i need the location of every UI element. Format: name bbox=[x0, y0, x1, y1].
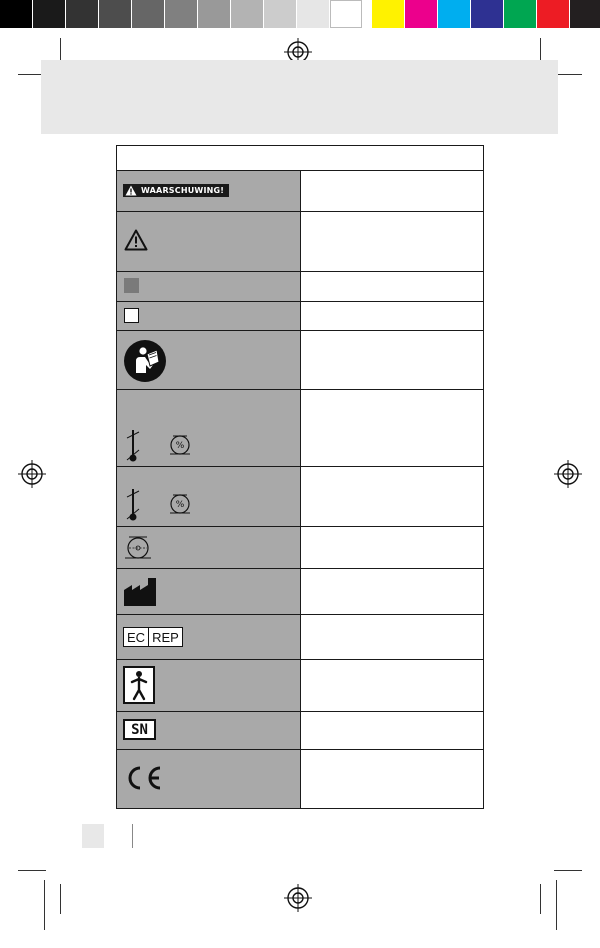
color-swatch bbox=[132, 0, 164, 28]
color-swatch bbox=[198, 0, 230, 28]
table-row bbox=[117, 712, 484, 750]
icon-cell bbox=[117, 569, 301, 615]
svg-text:%: % bbox=[175, 441, 185, 451]
crop-mark bbox=[60, 884, 61, 914]
table-title-row bbox=[117, 146, 484, 171]
icon-cell bbox=[117, 712, 301, 750]
ec-label: EC bbox=[124, 628, 149, 646]
icon-cell bbox=[117, 331, 301, 390]
atmospheric-pressure-icon bbox=[123, 534, 153, 562]
crop-mark bbox=[60, 38, 61, 62]
color-swatch bbox=[165, 0, 197, 28]
row-description bbox=[300, 302, 484, 331]
crop-mark bbox=[44, 880, 45, 930]
icon-cell bbox=[117, 171, 301, 212]
color-swatch bbox=[33, 0, 65, 28]
icon-cell bbox=[117, 212, 301, 272]
color-swatch bbox=[66, 0, 98, 28]
temperature-limit-icon bbox=[123, 428, 143, 464]
rep-label: REP bbox=[152, 629, 179, 645]
table-row bbox=[117, 527, 484, 569]
row-description bbox=[300, 390, 484, 467]
read-manual-icon bbox=[123, 339, 167, 383]
table-row bbox=[117, 171, 484, 212]
color-swatch bbox=[504, 0, 536, 28]
icon-cell bbox=[117, 615, 301, 660]
icon-cell bbox=[117, 660, 301, 712]
icon-cell bbox=[117, 467, 301, 527]
table-row bbox=[117, 750, 484, 809]
svg-text:%: % bbox=[175, 500, 185, 510]
crop-mark bbox=[554, 74, 582, 75]
table-row bbox=[117, 272, 484, 302]
color-swatch bbox=[0, 0, 32, 28]
warning-triangle-icon bbox=[124, 229, 148, 251]
table-row bbox=[117, 302, 484, 331]
white-square-icon bbox=[124, 308, 139, 323]
table-row bbox=[117, 212, 484, 272]
ec-rep-icon bbox=[123, 627, 183, 647]
row-description bbox=[300, 569, 484, 615]
row-description bbox=[300, 615, 484, 660]
icon-cell bbox=[117, 302, 301, 331]
registration-mark-icon bbox=[284, 884, 312, 912]
color-swatch bbox=[99, 0, 131, 28]
serial-number-label: SN bbox=[131, 721, 148, 738]
color-swatch bbox=[570, 0, 600, 28]
icon-cell bbox=[117, 272, 301, 302]
warning-label-icon bbox=[123, 184, 229, 197]
color-swatch bbox=[471, 0, 503, 28]
warning-label-text: WAARSCHUWING! bbox=[141, 186, 225, 195]
crop-mark bbox=[540, 38, 541, 62]
table-title bbox=[117, 146, 484, 171]
crop-mark bbox=[18, 870, 46, 871]
icon-cell bbox=[117, 750, 301, 809]
crop-mark bbox=[556, 880, 557, 930]
registration-mark-icon bbox=[18, 460, 46, 488]
row-description bbox=[300, 750, 484, 809]
humidity-limit-icon bbox=[167, 432, 193, 458]
row-description bbox=[300, 660, 484, 712]
ce-mark-icon bbox=[123, 765, 163, 791]
table-row bbox=[117, 331, 484, 390]
page-number-box bbox=[82, 824, 104, 848]
row-description bbox=[300, 331, 484, 390]
row-description bbox=[300, 712, 484, 750]
crop-mark bbox=[554, 870, 582, 871]
type-bf-applied-part-icon bbox=[123, 666, 155, 704]
header-band bbox=[41, 60, 558, 134]
table-row bbox=[117, 615, 484, 660]
gray-square-icon bbox=[124, 278, 139, 293]
table-row bbox=[117, 467, 484, 527]
row-description bbox=[300, 171, 484, 212]
registration-mark-icon bbox=[554, 460, 582, 488]
row-description bbox=[300, 467, 484, 527]
manufacturer-icon bbox=[123, 577, 157, 607]
color-swatch bbox=[297, 0, 329, 28]
color-swatch bbox=[264, 0, 296, 28]
table-row bbox=[117, 660, 484, 712]
footer-divider bbox=[132, 824, 133, 848]
color-swatch bbox=[330, 0, 362, 28]
row-description bbox=[300, 212, 484, 272]
row-description bbox=[300, 272, 484, 302]
color-swatch bbox=[372, 0, 404, 28]
icon-cell bbox=[117, 390, 301, 467]
color-swatch bbox=[438, 0, 470, 28]
crop-mark bbox=[540, 884, 541, 914]
serial-number-icon bbox=[123, 719, 156, 740]
symbols-table bbox=[116, 145, 484, 809]
humidity-limit-icon bbox=[167, 491, 193, 517]
table-row bbox=[117, 569, 484, 615]
color-swatch bbox=[231, 0, 263, 28]
color-swatch bbox=[537, 0, 569, 28]
color-calibration-bar bbox=[0, 0, 600, 28]
icon-cell bbox=[117, 527, 301, 569]
row-description bbox=[300, 527, 484, 569]
table-row bbox=[117, 390, 484, 467]
temperature-limit-icon bbox=[123, 487, 143, 523]
color-swatch bbox=[405, 0, 437, 28]
